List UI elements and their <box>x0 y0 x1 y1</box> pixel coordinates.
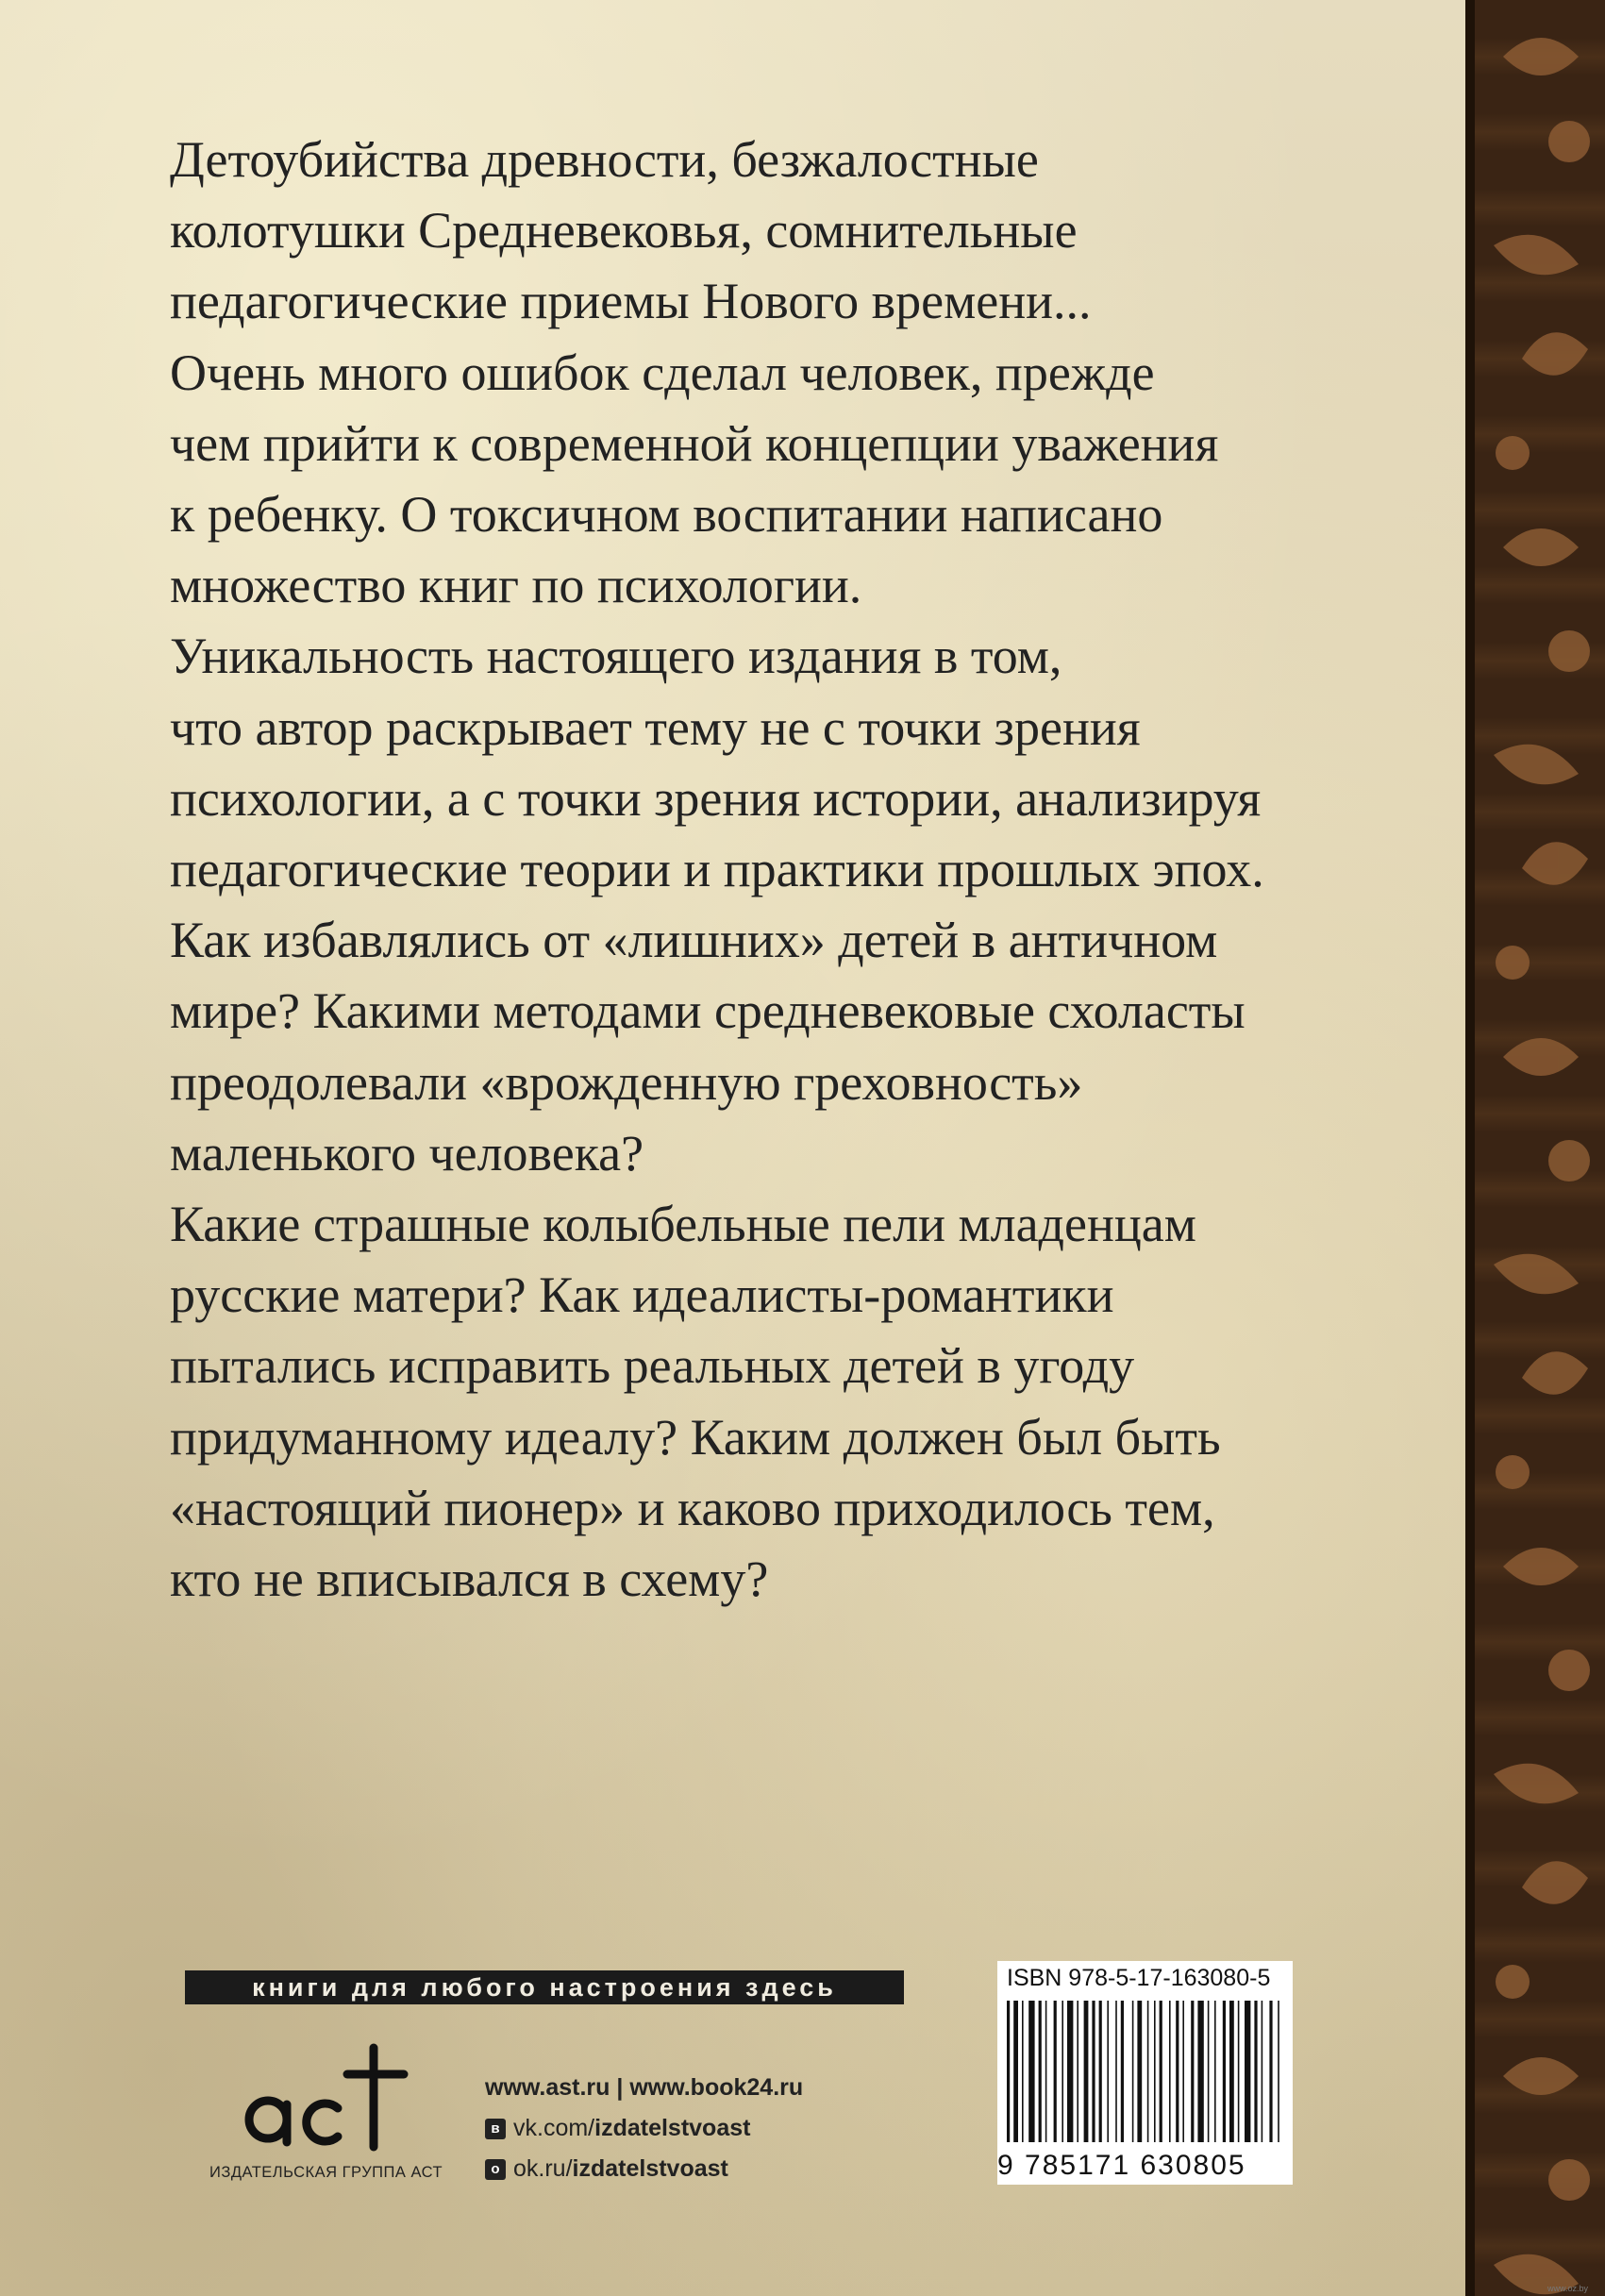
ok-prefix: ok.ru/ <box>513 2155 573 2182</box>
barcode-bar <box>1269 2001 1272 2142</box>
barcode-bar <box>1077 2001 1078 2142</box>
barcode-bar <box>1262 2001 1263 2142</box>
barcode-bar <box>1013 2001 1018 2142</box>
publisher-links <box>485 2074 803 2183</box>
barcode-bar <box>1062 2001 1063 2142</box>
barcode-bar <box>1214 2001 1216 2142</box>
barcode-bar <box>1054 2001 1057 2142</box>
description-line: мире? Какими методами средневековые схоласты <box>170 982 1246 1040</box>
barcode-bar <box>1182 2001 1184 2142</box>
barcode-bar <box>1137 2001 1142 2142</box>
barcode-digits: 9 785171 630805 <box>997 2150 1246 2181</box>
tagline-bar: книги для любого настроения здесь <box>185 1970 904 2004</box>
description-line: придуманному идеалу? Каким должен был быть <box>170 1408 1221 1466</box>
spine-edge <box>1465 0 1475 2296</box>
website-links[interactable]: www.ast.ru | www.book24.ru <box>485 2074 804 2101</box>
barcode-bar <box>1208 2001 1210 2142</box>
description-line: «настоящий пионер» и каково приходилось тем, <box>170 1479 1215 1536</box>
barcode-bar <box>1132 2001 1134 2142</box>
description-line: Уникальность настоящего издания в том, <box>170 628 1062 685</box>
description-line: Как избавлялись от «лишних» детей в античном <box>170 912 1218 969</box>
barcode-bar <box>1067 2001 1073 2142</box>
description-line: педагогические теории и практики прошлых эпох. <box>170 841 1264 898</box>
watermark-text: www.oz.by <box>1547 2284 1589 2293</box>
ornament-pattern <box>1465 0 1605 2296</box>
barcode-bar <box>1176 2001 1179 2142</box>
barcode-bar <box>1223 2001 1226 2142</box>
barcode-bar <box>1229 2001 1234 2142</box>
description-line: множество книг по психологии. <box>170 557 862 614</box>
barcode-bar <box>1245 2001 1250 2142</box>
description-line: русские матери? Как идеалисты-романтики <box>170 1266 1114 1324</box>
description-line: чем прийти к современной концепции уважения <box>170 414 1219 472</box>
ornamental-spine <box>1465 0 1605 2296</box>
description-line: преодолевали «врожденную греховность» <box>170 1053 1083 1111</box>
barcode-bar <box>1028 2001 1034 2142</box>
description-line: колотушки Средневековья, сомнительные <box>170 202 1078 260</box>
barcode-bar <box>1092 2001 1095 2142</box>
description-line: Какие страшные колыбельные пели младенцам <box>170 1196 1196 1253</box>
description-line: к ребенку. О токсичном воспитании написано <box>170 486 1163 544</box>
ast-logo-icon <box>234 2029 423 2161</box>
barcode-bar <box>1160 2001 1162 2142</box>
barcode-bar <box>1154 2001 1156 2142</box>
vk-icon: в <box>485 2119 506 2139</box>
ok-icon: o <box>485 2159 506 2180</box>
ok-handle: izdatelstvoast <box>572 2155 728 2182</box>
barcode-bar <box>1147 2001 1149 2142</box>
publisher-name: ИЗДАТЕЛЬСКАЯ ГРУППА АСТ <box>209 2164 443 2181</box>
vk-link[interactable] <box>485 2115 803 2142</box>
description-line: что автор раскрывает тему не с точки зрения <box>170 698 1141 756</box>
barcode-bar <box>1197 2001 1203 2142</box>
barcode-icon <box>1003 2001 1286 2150</box>
ok-link[interactable] <box>485 2155 803 2183</box>
barcode-bar <box>1169 2001 1171 2142</box>
barcode-bar <box>1121 2001 1124 2142</box>
barcode-bar <box>1278 2001 1279 2142</box>
description-line: кто не вписывался в схему? <box>170 1550 769 1608</box>
barcode-bar <box>1045 2001 1047 2142</box>
vk-handle: izdatelstvoast <box>594 2115 751 2141</box>
description-line: маленького человека? <box>170 1124 644 1182</box>
barcode-bar <box>1107 2001 1109 2142</box>
isbn-label: ISBN 978-5-17-163080-5 <box>1007 1965 1271 1991</box>
barcode-bar <box>1115 2001 1117 2142</box>
barcode-bar <box>1238 2001 1240 2142</box>
barcode-bar <box>1007 2001 1010 2142</box>
vk-prefix: vk.com/ <box>513 2115 595 2141</box>
barcode-bar <box>1039 2001 1042 2142</box>
barcode-bar <box>1022 2001 1024 2142</box>
isbn-barcode-panel <box>997 1961 1293 2185</box>
description-line: пытались исправить реальных детей в угоду <box>170 1337 1135 1395</box>
description-text <box>170 125 1434 1615</box>
description-line: психологии, а с точки зрения истории, анализируя <box>170 769 1262 827</box>
description-line: педагогические приемы Нового времени... <box>170 273 1092 330</box>
barcode-bar <box>1084 2001 1089 2142</box>
description-line: Очень много ошибок сделал человек, прежде <box>170 344 1155 401</box>
barcode-bar <box>1099 2001 1102 2142</box>
barcode-bar <box>1191 2001 1194 2142</box>
barcode-bar <box>1254 2001 1257 2142</box>
description-line: Детоубийства древности, безжалостные <box>170 131 1039 188</box>
